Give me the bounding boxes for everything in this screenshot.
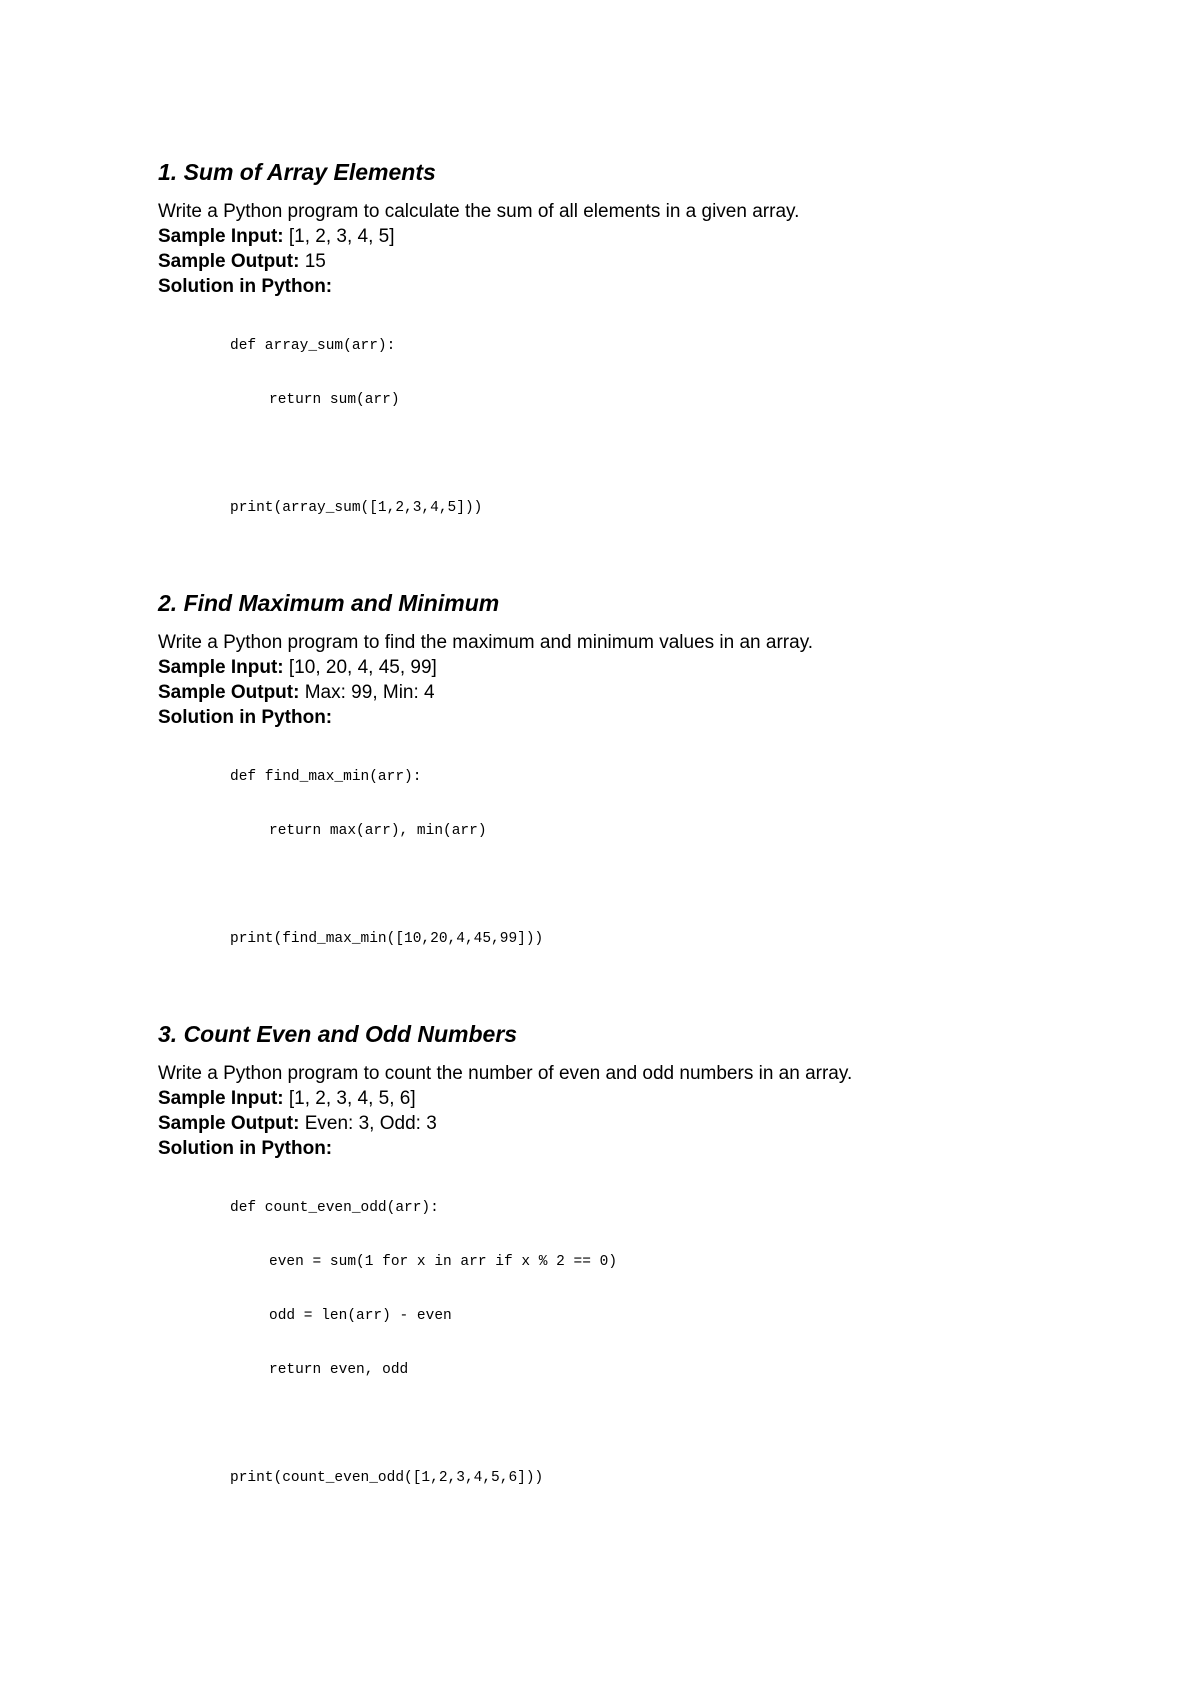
solution-label: Solution in Python: <box>158 1138 333 1159</box>
code-line: print(array_sum([1,2,3,4,5])) <box>230 500 483 516</box>
sample-output-value: 15 <box>299 251 326 272</box>
code-line: return sum(arr) <box>269 392 400 408</box>
code-blank-line <box>230 445 1118 463</box>
code-line: def array_sum(arr): <box>230 338 396 354</box>
solution-label: Solution in Python: <box>158 707 333 728</box>
sample-output-label: Sample Output: <box>158 1113 300 1134</box>
problem-title: 2. Find Maximum and Minimum <box>158 590 500 616</box>
problem-title: 3. Count Even and Odd Numbers <box>158 1021 518 1047</box>
sample-input-value: [10, 20, 4, 45, 99] <box>283 657 437 678</box>
code-line: odd = len(arr) - even <box>269 1308 452 1324</box>
problem-3 <box>158 1020 1118 1523</box>
code-blank-line <box>230 876 1118 894</box>
sample-output <box>158 249 1118 274</box>
sample-input <box>158 224 1118 249</box>
sample-input-value: [1, 2, 3, 4, 5] <box>283 226 395 247</box>
sample-input-label: Sample Input: <box>158 1088 284 1109</box>
code-blank-line <box>230 1415 1118 1433</box>
sample-output <box>158 680 1118 705</box>
code-line: return even, odd <box>269 1362 409 1378</box>
code-block <box>230 732 1118 984</box>
document-page <box>158 158 1118 1559</box>
sample-input <box>158 1086 1118 1111</box>
problem-title: 1. Sum of Array Elements <box>158 159 436 185</box>
solution-label: Solution in Python: <box>158 276 333 297</box>
code-line: even = sum(1 for x in arr if x % 2 == 0) <box>269 1254 618 1270</box>
sample-input-label: Sample Input: <box>158 226 284 247</box>
sample-output-label: Sample Output: <box>158 251 300 272</box>
problem-2 <box>158 589 1118 984</box>
problem-description: Write a Python program to calculate the sum of all elements in a given array. <box>158 201 800 222</box>
sample-input <box>158 655 1118 680</box>
code-line: print(find_max_min([10,20,4,45,99])) <box>230 931 544 947</box>
code-block <box>230 1163 1118 1523</box>
sample-output-value: Even: 3, Odd: 3 <box>299 1113 437 1134</box>
code-line: return max(arr), min(arr) <box>269 823 487 839</box>
code-line: print(count_even_odd([1,2,3,4,5,6])) <box>230 1470 544 1486</box>
code-block <box>230 301 1118 553</box>
sample-output <box>158 1111 1118 1136</box>
code-line: def find_max_min(arr): <box>230 769 422 785</box>
problem-description: Write a Python program to count the number of even and odd numbers in an array. <box>158 1063 853 1084</box>
sample-output-value: Max: 99, Min: 4 <box>299 682 435 703</box>
sample-output-label: Sample Output: <box>158 682 300 703</box>
problem-1 <box>158 158 1118 553</box>
sample-input-value: [1, 2, 3, 4, 5, 6] <box>283 1088 416 1109</box>
sample-input-label: Sample Input: <box>158 657 284 678</box>
code-line: def count_even_odd(arr): <box>230 1200 439 1216</box>
problem-description: Write a Python program to find the maximum and minimum values in an array. <box>158 632 814 653</box>
